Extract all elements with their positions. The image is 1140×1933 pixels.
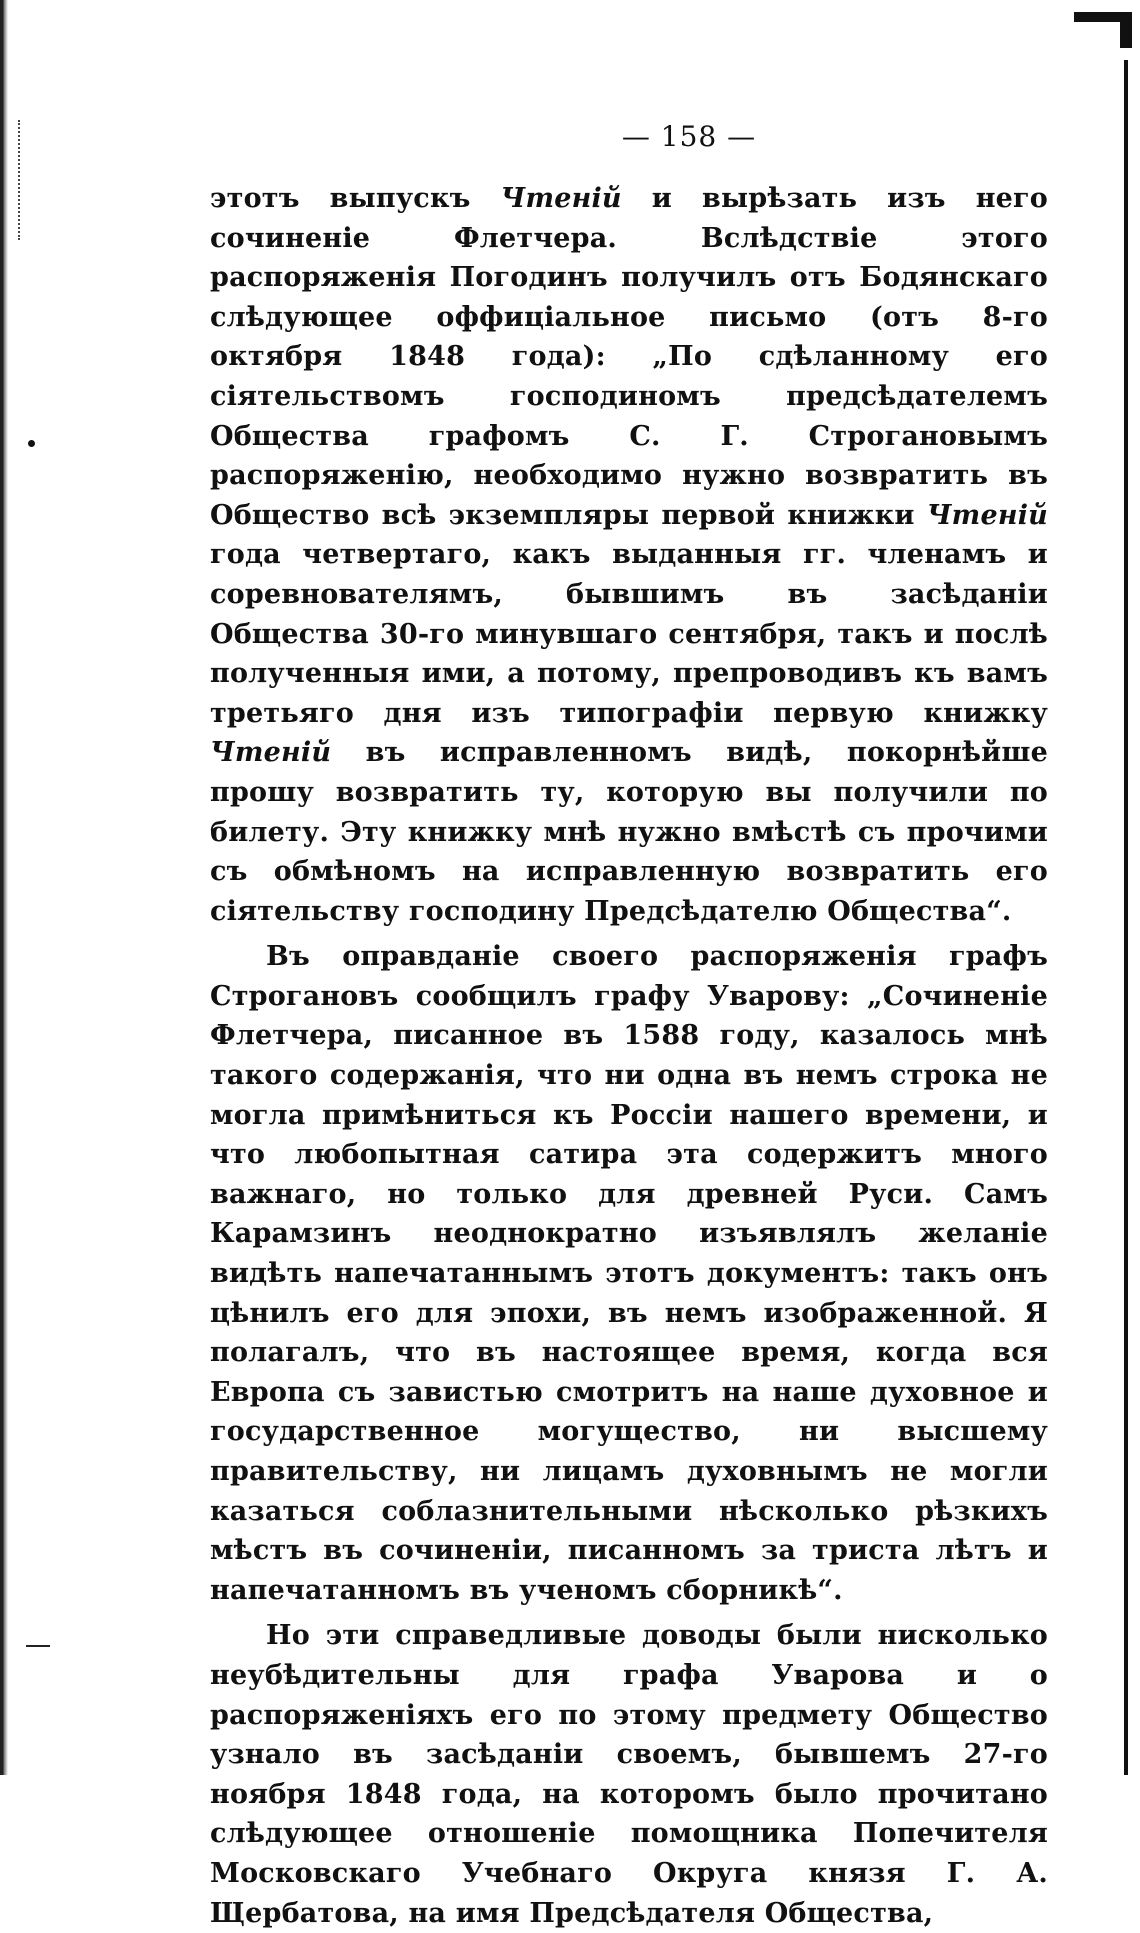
italic-title: Чтенiй: [210, 737, 332, 769]
text-run: Но эти справедливые доводы были нисколько неубѣдительны для графа Уварова и о распоряженіяхъ его по этому предмету Общество узнало въ засѣданіи своемъ, бывшемъ 27-го ноября 1848 года, на которомъ было прочитано слѣдующее отношеніе помощника Попечителя Московскаго Учебнаго Округа князя Г. А. Щербатова, на имя Предсѣдателя Общества,: [210, 1620, 1048, 1929]
text-run: и вырѣзать изъ него сочиненіе Флетчера. Вслѣдствіе этого распоряженія Погодинъ получилъ отъ Бодянскаго слѣдующее оффиціальное письмо (отъ 8-го октября 1848 года): „По сдѣланному его сіятельствомъ господиномъ предсѣдателемъ Общества графомъ С. Г. Строгановымъ распоряженію, необходимо нужно возвратить въ Общество всѣ экземпляры первой книжки: [210, 183, 1049, 531]
paragraph: [210, 937, 1048, 1610]
text-run: Въ оправданіе своего распоряженія графъ Строгановъ сообщилъ графу Уварову: „Сочиненіе Флетчера, писанное въ 1588 году, казалось мнѣ такого содержанія, что ни одна въ немъ строка не могла примѣниться къ Россіи нашего времени, и что любопытная сатира эта содержитъ много важнаго, но только для древней Руси. Самъ Карамзинъ неоднократно изъявлялъ желаніе видѣть напечатаннымъ этотъ документъ: такъ онъ цѣнилъ его для эпохи, въ немъ изображенной. Я полагалъ, что въ настоящее время, когда вся Европа съ завистью смотритъ на наше духовное и государственное могущество, ни высшему правительству, ни лицамъ духовнымъ не могли казаться соблазнительными нѣсколько рѣзкихъ мѣстъ въ сочиненіи, писанномъ за триста лѣтъ и напечатанномъ въ ученомъ сборникѣ“.: [210, 941, 1048, 1606]
book-page: [210, 120, 1048, 1933]
italic-title: Чтенiй: [500, 183, 622, 214]
text-run: въ исправленномъ видѣ, покорнѣйше прошу возвратить ту, которую вы получили по билету. Эту книжку мнѣ нужно вмѣстѣ съ прочими съ обмѣномъ на исправленную возвратить его сіятельству господину Предсѣдателю Общества“.: [210, 737, 1048, 927]
scan-edge-left: [0, 0, 8, 1775]
scan-edge-right: [1124, 60, 1128, 1775]
scan-margin-mark: [18, 120, 26, 240]
page-number: — 158 —: [621, 120, 757, 153]
scan-margin-dash: [26, 1645, 50, 1647]
text-run: этотъ выпускъ: [210, 183, 501, 214]
italic-title: Чтенiй: [926, 499, 1048, 531]
scan-ink-dot: [28, 440, 35, 447]
text-run: года четвертаго, какъ выданныя гг. членамъ и соревнователямъ, бывшимъ въ засѣданіи Общества 30-го минувшаго сентября, такъ и послѣ полученныя ими, а потому, препроводивъ къ вамъ третьяго дня изъ типографіи первую книжку: [210, 539, 1048, 729]
scan-corner-mark: [1070, 0, 1140, 40]
paragraph: [210, 179, 1048, 931]
